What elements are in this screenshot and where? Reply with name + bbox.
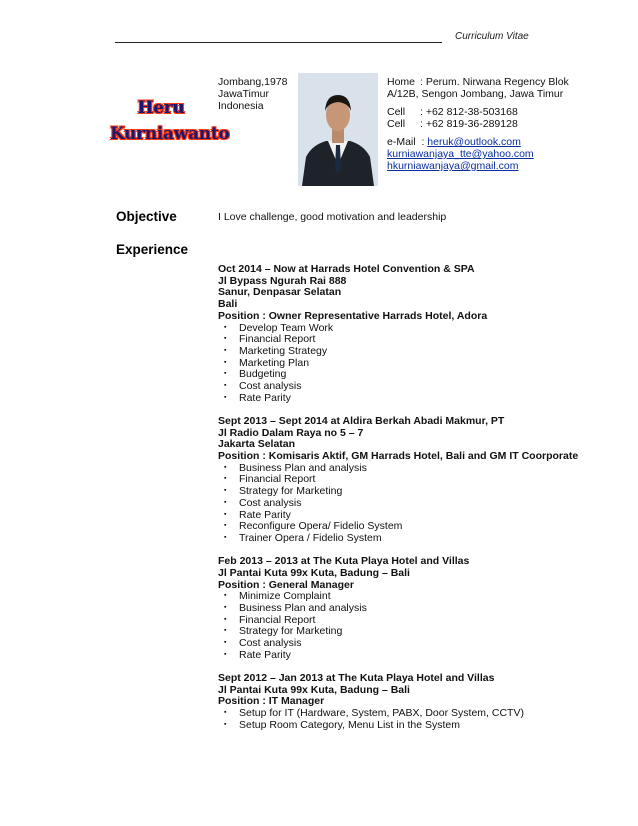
duty-list bbox=[218, 708, 618, 731]
duty-item: ▪ Setup for IT (Hardware, System, PABX, Door System, CCTV) bbox=[218, 708, 618, 720]
job-position: Position : IT Manager bbox=[218, 695, 325, 708]
home-address-2: A/12B, Sengon Jombang, Jawa Timur bbox=[387, 88, 564, 100]
cell-number-2: : +62 819-36-289128 bbox=[420, 118, 518, 130]
job-detail: Feb 2013 – 2013 at The Kuta Playa Hotel and Villas bbox=[218, 555, 470, 568]
objective-heading: Objective bbox=[116, 209, 177, 224]
duty-item: ▪ Business Plan and analysis bbox=[218, 603, 618, 615]
duty-item: ▪ Business Plan and analysis bbox=[218, 463, 618, 475]
duty-list bbox=[218, 463, 618, 545]
duty-item: ▪ Reconfigure Opera/ Fidelio System bbox=[218, 521, 618, 533]
duty-item: ▪ Trainer Opera / Fidelio System bbox=[218, 533, 618, 545]
job-detail: Sanur, Denpasar Selatan bbox=[218, 286, 342, 299]
duty-item: ▪ Rate Parity bbox=[218, 510, 618, 522]
home-label: Home bbox=[387, 76, 416, 88]
job-entry bbox=[218, 556, 618, 661]
duty-item: ▪ Budgeting bbox=[218, 369, 618, 381]
email-separator: : bbox=[421, 136, 425, 148]
job-detail: Oct 2014 – Now at Harrads Hotel Convention & SPA bbox=[218, 263, 475, 275]
job-detail: Jl Pantai Kuta 99x Kuta, Badung – Bali bbox=[218, 566, 410, 579]
header-rule bbox=[115, 42, 442, 43]
email-link-1[interactable]: heruk@outlook.com bbox=[427, 136, 521, 148]
email-link-2[interactable]: kurniawanjaya_tte@yahoo.com bbox=[387, 148, 534, 160]
job-detail: Sept 2012 – Jan 2013 at The Kuta Playa Hotel and Villas bbox=[218, 672, 495, 684]
duty-list bbox=[218, 591, 618, 661]
job-entry bbox=[218, 416, 618, 545]
job-detail: Jl Pantai Kuta 99x Kuta, Badung – Bali bbox=[218, 683, 410, 696]
duty-list bbox=[218, 323, 618, 405]
job-detail: Jl Radio Dalam Raya no 5 – 7 bbox=[218, 426, 364, 439]
job-detail: Jl Bypass Ngurah Rai 888 bbox=[218, 274, 347, 287]
duty-item: ▪ Strategy for Marketing bbox=[218, 626, 618, 638]
duty-item: ▪ Cost analysis bbox=[218, 498, 618, 510]
email-label: e-Mail bbox=[387, 136, 416, 148]
duty-item: ▪ Financial Report bbox=[218, 474, 618, 486]
job-detail: Bali bbox=[218, 298, 238, 311]
contact-block bbox=[387, 76, 569, 172]
cell-label: Cell bbox=[387, 118, 406, 130]
objective-text: I Love challenge, good motivation and leadership bbox=[218, 211, 447, 223]
duty-item: ▪ Rate Parity bbox=[218, 393, 618, 405]
duty-item: ▪ Develop Team Work bbox=[218, 323, 618, 335]
address-line: JawaTimur bbox=[218, 88, 269, 100]
job-entry bbox=[218, 264, 618, 404]
personal-address bbox=[218, 76, 287, 112]
job-position: Position : Komisaris Aktif, GM Harrads Hotel, Bali and GM IT Coorporate bbox=[218, 450, 579, 463]
address-line: Indonesia bbox=[218, 100, 264, 112]
address-line: Jombang,1978 bbox=[218, 76, 288, 88]
duty-item: ▪ Strategy for Marketing bbox=[218, 486, 618, 498]
job-entry bbox=[218, 673, 618, 732]
cell-number-1: : +62 812-38-503168 bbox=[420, 106, 518, 118]
profile-photo bbox=[298, 73, 378, 186]
duty-item: ▪ Setup Room Category, Menu List in the System bbox=[218, 720, 618, 732]
job-position: Position : Owner Representative Harrads Hotel, Adora bbox=[218, 309, 488, 322]
experience-list bbox=[218, 264, 618, 743]
job-position: Position : General Manager bbox=[218, 578, 354, 591]
duty-item: ▪ Rate Parity bbox=[218, 650, 618, 662]
duty-item: ▪ Financial Report bbox=[218, 615, 618, 627]
duty-item: ▪ Marketing Plan bbox=[218, 358, 618, 370]
duty-item: ▪ Cost analysis bbox=[218, 638, 618, 650]
name-logo bbox=[110, 95, 230, 147]
job-detail: Sept 2013 – Sept 2014 at Aldira Berkah Abadi Makmur, PT bbox=[218, 414, 505, 427]
duty-item: ▪ Cost analysis bbox=[218, 381, 618, 393]
header-title: Curriculum Vitae bbox=[455, 31, 529, 42]
duty-item: ▪ Marketing Strategy bbox=[218, 346, 618, 358]
cell-label: Cell bbox=[387, 106, 406, 118]
name-first: Heru bbox=[137, 98, 185, 118]
email-link-3[interactable]: hkurniawanjaya@gmail.com bbox=[387, 160, 519, 172]
duty-item: ▪ Minimize Complaint bbox=[218, 591, 618, 603]
job-detail: Jakarta Selatan bbox=[218, 438, 296, 451]
home-address-1: : Perum. Nirwana Regency Blok bbox=[420, 76, 569, 88]
experience-heading: Experience bbox=[116, 242, 189, 257]
duty-item: ▪ Financial Report bbox=[218, 334, 618, 346]
name-last: Kurniawanto bbox=[110, 124, 230, 144]
